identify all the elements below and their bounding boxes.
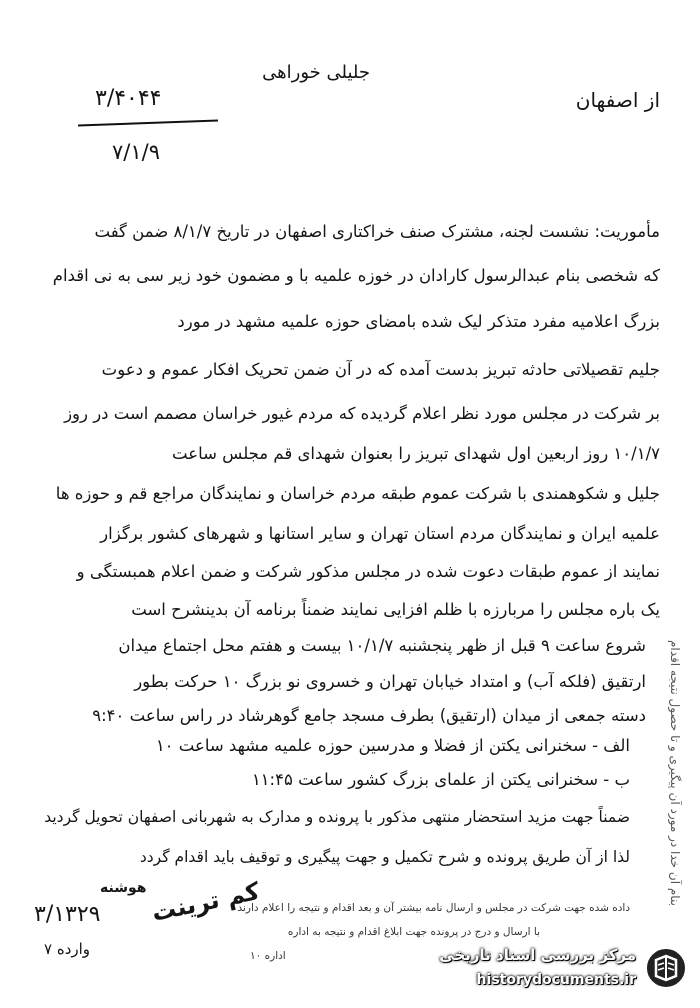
footer-stamp-word: هوشنه (100, 880, 147, 896)
body-line-10: یک باره مجلس را مربارزه با ظلم افزایی نمایند ضمناً برنامه آن بدینشرح است (131, 600, 660, 619)
body-line-5: بر شرکت در مجلس مورد نظر اعلام گردیده که مردم غیور خراسان مصمم است در روز (64, 404, 660, 423)
body-line-15: ب - سخنرانی یکتن از علمای بزرگ کشور ساعت ۱۱:۴۵ (251, 770, 630, 789)
to-line: جلیلی خوراهی (262, 62, 370, 83)
body-line-2: که شخصی بنام عبدالرسول کارادان در خوزه علمیه با و مضمون خود زیر سی به نی اقدام (52, 266, 660, 285)
body-line-13: دسته جمعی از میدان (ارتقیق) بطرف مسجد جامع گوهرشاد در راس ساعت ۹:۴۰ (92, 706, 646, 725)
body-line-7: جلیل و شکوهمندی با شرکت عموم طبقه مردم خراسان و نمایندگان مراجع قم و حوزه ها (55, 484, 660, 503)
body-line-9: نمایند از عموم طبقات دعوت شده در مجلس مذکور شرکت و ضمن اعلام همبستگی و (76, 562, 660, 581)
header-underline (78, 120, 218, 127)
archive-logo-icon (644, 946, 688, 990)
from-line: از اصفهان (575, 88, 660, 112)
body-line-8: علمیه ایران و نمایندگان مردم استان تهران و سایر استانها و شهرهای کشور برگزار (100, 524, 660, 543)
watermark-title: مرکز بررسی اسناد تاریخی (439, 946, 636, 964)
body-line-3: بزرگ اعلامیه مفرد متذکر لیک شده بامضای حوزه علمیه مشهد در مورد (177, 312, 660, 331)
watermark-url: historydocuments.ir (476, 972, 636, 988)
reference-number: ۳/۴۰۴۴ (95, 86, 162, 111)
body-line-11: شروع ساعت ۹ قبل از ظهر پنجشنبه ۱۰/۱/۷ بیست و هفتم محل اجتماع میدان (118, 636, 646, 655)
watermark (394, 940, 694, 1002)
signature: کم ترینت (148, 876, 262, 928)
footer-note-2: با ارسال و درج در پرونده جهت ابلاغ اقدام و نتیجه به اداره (287, 926, 540, 938)
body-line-4: جلیم تقصیلاتی حادثه تبریز بدست آمده که در آن ضمن تحریک افکار عموم و دعوت (101, 360, 660, 379)
body-line-1: مأموریت: نشست لجنه، مشترک صنف خراکتاری اصفهان در تاریخ ۸/۱/۷ ضمن گفت (94, 222, 660, 241)
footer-note-1: داده شده جهت شرکت در مجلس و ارسال نامه بیشتر آن و بعد اقدام و نتیجه را اعلام دارند (237, 902, 630, 914)
footer-date-line: وارده ۷ (44, 940, 91, 958)
body-line-16: ضمناً جهت مزید استحضار منتهی مذکور با پرونده و مدارک به شهربانی اصفهان تحویل گردید (44, 808, 630, 826)
body-line-17: لذا از آن طریق پرونده و شرح تکمیل و جهت پیگیری و توقیف باید اقدام گردد (139, 848, 630, 866)
header-date: ۷/۱/۹ (112, 140, 160, 164)
body-line-14: الف - سخنرانی یکتن از فضلا و مدرسین حوزه علمیه مشهد ساعت ۱۰ (155, 736, 630, 755)
footer-number: ۳/۱۳۲۹ (34, 902, 101, 927)
margin-note: بنام آن خدا در مورد آن پیگیری و تا حصول نتیجه اقدام (668, 640, 682, 906)
body-line-12: ارتقیق (فلکه آب) و امتداد خیابان تهران و خسروی نو بزرگ ۱۰ حرکت بطور (134, 672, 646, 691)
body-line-6: ۱۰/۱/۷ روز اربعین اول شهدای تبریز را بعنوان شهدای قم مجلس ساعت (172, 444, 660, 463)
footer-note-3: اداره ۱۰ (250, 950, 286, 962)
